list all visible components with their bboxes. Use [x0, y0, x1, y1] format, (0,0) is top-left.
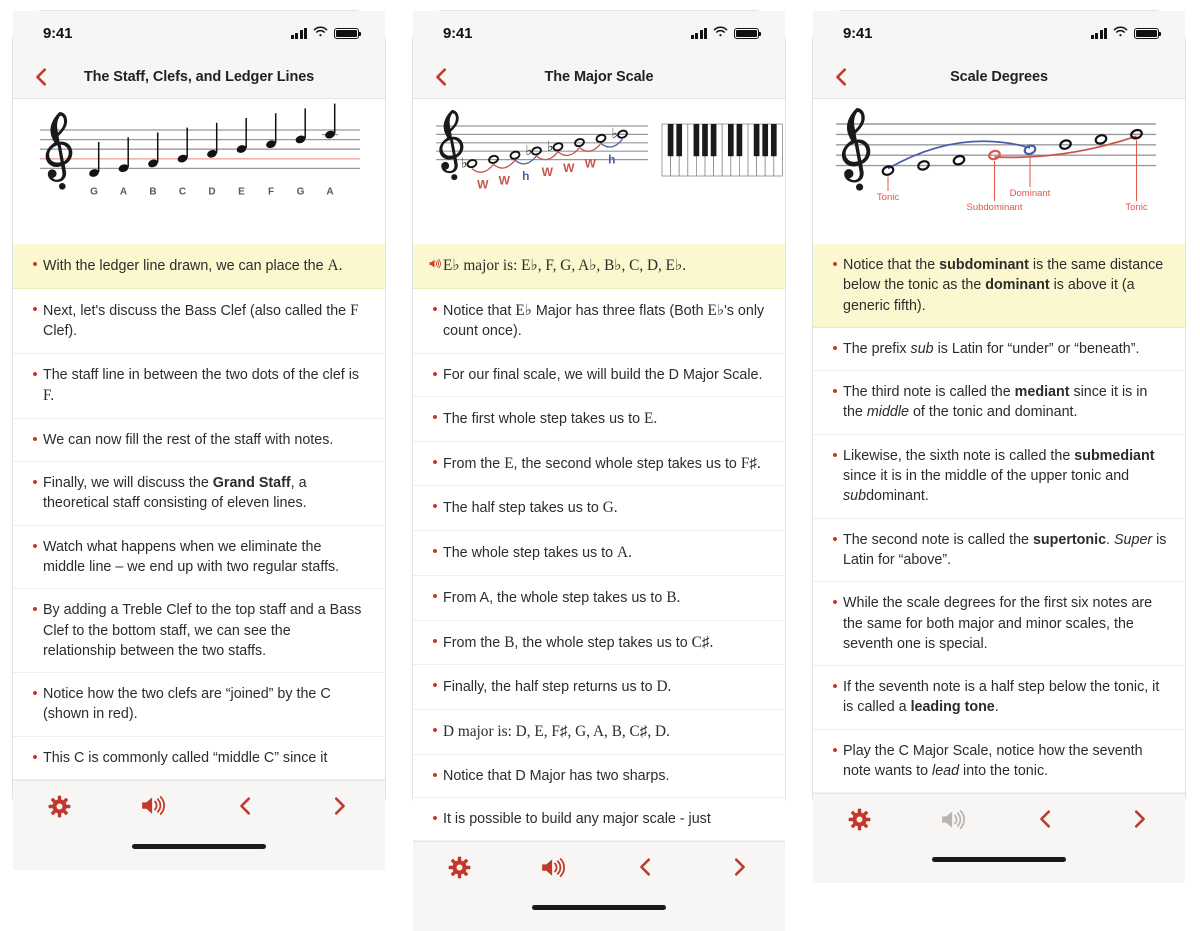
wifi-icon	[313, 24, 328, 42]
svg-text:C: C	[178, 185, 187, 197]
bullet-dot: •	[432, 632, 438, 650]
status-bar	[13, 11, 385, 55]
bullet-dot: •	[432, 300, 438, 318]
bottom-toolbar	[813, 793, 1185, 849]
home-indicator-area	[13, 836, 385, 870]
bullet-text: We can now fill the rest of the staff with notes.	[43, 431, 334, 448]
svg-text:♭: ♭	[461, 156, 468, 172]
bullet-dot: •	[432, 365, 438, 383]
bullet-text: From the B, the whole step takes us to C♯.	[443, 633, 714, 651]
bullet-dot: •	[432, 543, 438, 561]
speaker-wave-icon	[139, 794, 166, 822]
bullet-item[interactable]	[413, 798, 785, 841]
svg-text:A: A	[326, 185, 334, 197]
wifi-icon	[713, 24, 728, 42]
back-button[interactable]	[825, 60, 859, 94]
bullet-text: Next, let's discuss the Bass Clef (also called the F Clef).	[43, 301, 359, 340]
previous-button[interactable]	[1015, 800, 1077, 844]
bullet-text: Finally, the half step returns us to D.	[443, 678, 672, 696]
bullet-text: Likewise, the sixth note is called the submediant since it is in the middle of the upper tonic and subdominant.	[843, 447, 1155, 505]
speaker-wave-icon	[539, 856, 566, 884]
chevron-left-icon	[635, 855, 657, 884]
bullet-text: Notice that the subdominant is the same distance below the tonic as the dominant is above it (a generic fifth).	[843, 257, 1164, 314]
svg-text:W: W	[541, 164, 553, 179]
svg-text:W: W	[584, 156, 596, 171]
bullet-item[interactable]	[13, 462, 385, 526]
bullet-item[interactable]	[413, 354, 785, 397]
page-title: The Staff, Clefs, and Ledger Lines	[83, 68, 315, 85]
gear-icon	[48, 795, 71, 823]
back-button[interactable]	[425, 60, 459, 94]
bullet-text: Watch what happens when we eliminate the middle line – we end up with two regular staffs.	[43, 538, 340, 575]
bullet-dot: •	[432, 766, 438, 784]
svg-text:Subdominant: Subdominant	[966, 201, 1023, 213]
svg-text:♭: ♭	[611, 126, 619, 142]
bullet-text: From A, the whole step takes us to B.	[443, 588, 681, 606]
bullet-text: While the scale degrees for the first six notes are the same for both major and minor scales, the seventh one is special.	[843, 595, 1153, 652]
phone-screen-2	[412, 10, 786, 828]
bullet-item[interactable]	[13, 419, 385, 462]
next-button[interactable]	[1108, 800, 1170, 844]
bullet-item[interactable]	[813, 519, 1185, 583]
bullet-item[interactable]	[413, 531, 785, 576]
bullet-text: Notice how the two clefs are “joined” by the C (shown in red).	[43, 686, 331, 723]
svg-text:W: W	[477, 177, 489, 192]
settings-button[interactable]	[829, 800, 891, 844]
bullet-dot: •	[32, 474, 38, 492]
music-notation-figure	[413, 99, 785, 244]
home-indicator-area	[413, 897, 785, 931]
bullet-text: For our final scale, we will build the D Major Scale.	[443, 366, 763, 383]
chevron-right-icon	[1128, 807, 1150, 836]
next-button[interactable]	[708, 848, 770, 892]
bullet-item[interactable]	[413, 710, 785, 755]
bullet-dot: •	[832, 383, 838, 401]
bullet-dot: •	[32, 685, 38, 703]
bullet-text: Finally, we will discuss the Grand Staff, a theoretical staff consisting of eleven lines.	[43, 475, 307, 512]
home-indicator[interactable]	[932, 857, 1066, 862]
svg-text:Tonic: Tonic	[1125, 201, 1148, 213]
bullet-dot: •	[832, 256, 838, 273]
svg-text:F: F	[267, 185, 275, 197]
bullet-dot: •	[432, 409, 438, 427]
status-clock: 9:41	[843, 24, 873, 42]
bullet-text: It is possible to build any major scale - just	[443, 811, 711, 828]
bullet-item[interactable]	[413, 397, 785, 442]
back-button[interactable]	[25, 60, 59, 94]
bullet-dot: •	[832, 446, 838, 464]
settings-button[interactable]	[429, 848, 491, 892]
svg-text:♭: ♭	[525, 143, 533, 159]
play-audio-button[interactable]	[522, 848, 584, 892]
bullet-text: D major is: D, E, F♯, G, A, B, C♯, D.	[443, 723, 670, 741]
bullet-item[interactable]	[413, 755, 785, 798]
chevron-left-icon	[1035, 807, 1057, 836]
chevron-right-icon	[728, 855, 750, 884]
battery-full-icon	[734, 28, 759, 39]
bullet-dot: •	[32, 365, 38, 383]
svg-text:E: E	[238, 185, 245, 197]
bullet-dot: •	[432, 587, 438, 605]
bottom-toolbar	[413, 841, 785, 897]
bullet-item[interactable]	[813, 328, 1185, 371]
chevron-right-icon	[328, 794, 350, 823]
bullet-dot: •	[432, 810, 438, 828]
bullet-item[interactable]	[813, 582, 1185, 666]
svg-text:W: W	[563, 160, 575, 175]
svg-text:Dominant: Dominant	[1009, 187, 1051, 199]
bullet-item-active[interactable]	[13, 244, 385, 289]
status-clock: 9:41	[443, 24, 473, 42]
bullet-text: Play the C Major Scale, notice how the seventh note wants to lead into the tonic.	[843, 742, 1143, 780]
home-indicator[interactable]	[532, 905, 666, 910]
bullet-dot: •	[32, 748, 38, 766]
bullet-text: The staff line in between the two dots of the clef is F.	[43, 366, 360, 405]
bullet-dot: •	[432, 453, 438, 471]
svg-text:Tonic: Tonic	[876, 191, 900, 203]
bullet-item[interactable]	[813, 730, 1185, 794]
bullet-item[interactable]	[13, 589, 385, 673]
bullet-dot: •	[432, 677, 438, 695]
phone-screen-3	[812, 10, 1186, 828]
bullet-item-active[interactable]	[413, 244, 785, 289]
bullet-text: The first whole step takes us to E.	[443, 410, 658, 428]
nav-bar	[13, 55, 385, 99]
bullet-dot: •	[432, 722, 438, 740]
bullet-item[interactable]	[413, 486, 785, 531]
bottom-toolbar	[13, 780, 385, 836]
bullet-dot: •	[32, 430, 38, 448]
wifi-icon	[1113, 24, 1128, 42]
bullet-text: E♭ major is: E♭, F, G, A♭, B♭, C, D, E♭.	[443, 257, 687, 274]
bullet-item[interactable]	[413, 576, 785, 621]
bullet-item[interactable]	[413, 289, 785, 354]
status-clock: 9:41	[43, 24, 73, 42]
battery-full-icon	[1134, 28, 1159, 39]
svg-text:♭: ♭	[547, 139, 554, 155]
music-notation-figure	[13, 99, 385, 244]
cellular-bars-icon	[1091, 28, 1108, 39]
bullet-dot: •	[832, 741, 838, 759]
nav-bar	[413, 55, 785, 99]
bullet-text: The prefix sub is Latin for “under” or “beneath”.	[843, 340, 1140, 357]
next-button[interactable]	[308, 787, 370, 831]
bullet-item[interactable]	[13, 673, 385, 737]
bullet-item[interactable]	[413, 621, 785, 666]
cellular-bars-icon	[291, 28, 308, 39]
settings-button[interactable]	[29, 787, 91, 831]
status-icons	[691, 24, 760, 42]
svg-text:A: A	[119, 185, 128, 197]
svg-text:h: h	[522, 168, 530, 183]
bullet-dot: •	[432, 498, 438, 516]
previous-button[interactable]	[615, 848, 677, 892]
bullet-item[interactable]	[413, 442, 785, 487]
bullet-dot: •	[32, 300, 38, 318]
nav-bar	[813, 55, 1185, 99]
bullet-text: Notice that E♭ Major has three flats (Both E♭'s only count once).	[443, 301, 765, 340]
bullet-dot: •	[832, 678, 838, 696]
bullet-dot: •	[32, 601, 38, 619]
bullet-item-active[interactable]	[813, 244, 1185, 328]
lesson-bullet-list[interactable]	[413, 244, 785, 841]
gear-icon	[448, 856, 471, 884]
battery-full-icon	[334, 28, 359, 39]
svg-text:G: G	[296, 185, 305, 197]
status-icons	[1091, 24, 1160, 42]
bullet-dot: •	[832, 530, 838, 548]
page-title: Scale Degrees	[950, 68, 1048, 85]
phone-screen-1	[12, 10, 386, 828]
bullet-dot: •	[32, 537, 38, 555]
cellular-bars-icon	[691, 28, 708, 39]
home-indicator-area	[813, 849, 1185, 883]
bullet-text: If the seventh note is a half step below the tonic, it is called a leading tone.	[843, 679, 1160, 716]
status-bar	[413, 11, 785, 55]
lesson-bullet-list[interactable]	[813, 244, 1185, 793]
chevron-left-icon	[235, 794, 257, 823]
svg-text:D: D	[208, 185, 216, 197]
bullet-text: This C is commonly called “middle C” since it	[43, 749, 328, 766]
bullet-dot: •	[32, 256, 38, 273]
lesson-bullet-list[interactable]	[13, 244, 385, 780]
svg-text:h: h	[608, 151, 616, 166]
bullet-text: The whole step takes us to A.	[443, 544, 632, 562]
bullet-text: The half step takes us to G.	[443, 499, 618, 517]
svg-text:B: B	[149, 185, 157, 197]
bullet-text: By adding a Treble Clef to the top staff and a Bass Clef to the bottom staff, we can see the relationship between the two staffs.	[43, 602, 362, 659]
bullet-text: From the E, the second whole step takes us to F♯.	[443, 454, 761, 472]
bullet-item[interactable]	[813, 435, 1185, 519]
bullet-item[interactable]	[813, 666, 1185, 730]
status-icons	[291, 24, 360, 42]
play-audio-button[interactable]	[122, 787, 184, 831]
bullet-item[interactable]	[413, 665, 785, 710]
bullet-item[interactable]	[813, 371, 1185, 435]
speaker-wave-icon	[939, 808, 966, 836]
bullet-item[interactable]	[13, 737, 385, 780]
status-bar	[813, 11, 1185, 55]
bullet-text: The third note is called the mediant since it is in the middle of the tonic and dominant.	[843, 384, 1148, 421]
gear-icon	[848, 808, 871, 836]
bullet-text: With the ledger line drawn, we can place the A.	[43, 257, 343, 274]
play-audio-button	[922, 800, 984, 844]
home-indicator[interactable]	[132, 844, 266, 849]
bullet-item[interactable]	[13, 354, 385, 419]
previous-button[interactable]	[215, 787, 277, 831]
bullet-text: The second note is called the supertonic. Super is Latin for “above”.	[843, 531, 1167, 568]
bullet-item[interactable]	[13, 289, 385, 354]
bullet-dot: •	[832, 339, 838, 357]
svg-text:G: G	[90, 185, 98, 197]
music-notation-figure	[813, 99, 1185, 244]
bullet-item[interactable]	[13, 526, 385, 590]
bullet-dot: •	[832, 594, 838, 612]
svg-text:W: W	[498, 172, 510, 187]
speaker-wave-icon[interactable]	[427, 255, 443, 269]
bullet-text: Notice that D Major has two sharps.	[443, 767, 670, 784]
page-title: The Major Scale	[544, 68, 654, 85]
